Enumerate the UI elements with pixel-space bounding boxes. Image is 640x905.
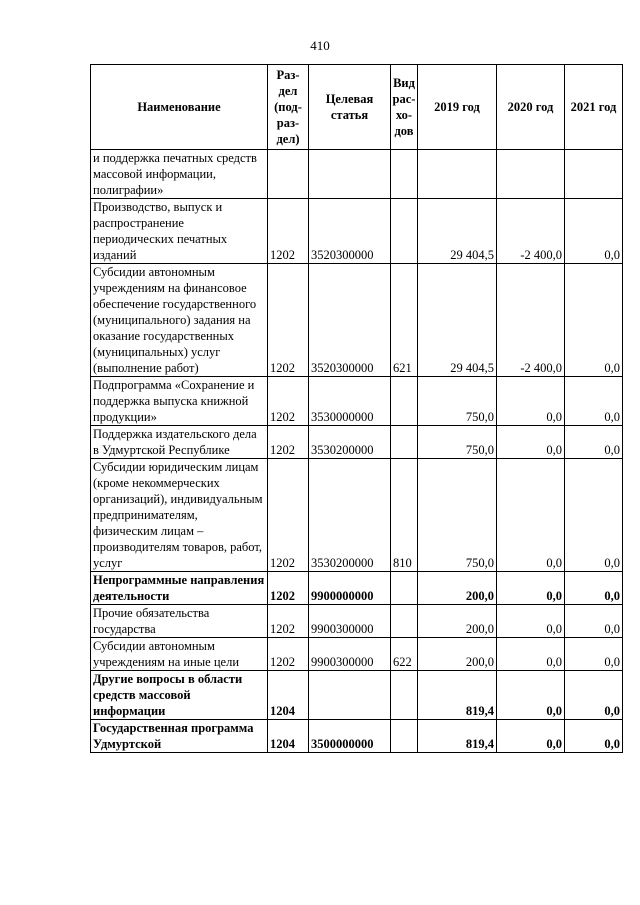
- row-expense-cell: 621: [391, 264, 418, 377]
- row-article-cell: 3530200000: [309, 426, 391, 459]
- row-2019-cell: 200,0: [418, 638, 497, 671]
- row-expense-cell: [391, 426, 418, 459]
- row-section-cell: 1204: [268, 671, 309, 720]
- table-row: [91, 605, 623, 638]
- table-body: [91, 150, 623, 753]
- table-row: [91, 720, 623, 753]
- row-2021-cell: 0,0: [565, 720, 623, 753]
- row-section-cell: 1202: [268, 264, 309, 377]
- row-expense-cell: [391, 199, 418, 264]
- row-article-cell: [309, 671, 391, 720]
- row-name-cell: Субсидии автономным учреждениям на иные цели: [91, 638, 268, 671]
- row-2019-cell: 750,0: [418, 377, 497, 426]
- row-2021-cell: 0,0: [565, 377, 623, 426]
- row-article-cell: [309, 150, 391, 199]
- row-section-cell: 1202: [268, 426, 309, 459]
- row-2020-cell: 0,0: [497, 426, 565, 459]
- table-row: [91, 377, 623, 426]
- row-2019-cell: [418, 150, 497, 199]
- header-expense: Вид рас- хо- дов: [391, 65, 418, 150]
- table-row: [91, 426, 623, 459]
- row-2019-cell: 29 404,5: [418, 264, 497, 377]
- table-row: [91, 572, 623, 605]
- row-2021-cell: 0,0: [565, 572, 623, 605]
- row-expense-cell: [391, 720, 418, 753]
- row-section-cell: 1202: [268, 377, 309, 426]
- row-name-cell: Производство, выпуск и распространение периодических печатных изданий: [91, 199, 268, 264]
- table-row: [91, 150, 623, 199]
- header-article: Целевая статья: [309, 65, 391, 150]
- row-article-cell: 9900000000: [309, 572, 391, 605]
- header-2020: 2020 год: [497, 65, 565, 150]
- row-section-cell: 1202: [268, 638, 309, 671]
- row-2019-cell: 29 404,5: [418, 199, 497, 264]
- row-2020-cell: 0,0: [497, 377, 565, 426]
- row-name-cell: Субсидии автономным учреждениям на финансовое обеспечение государственного (муниципального) задания на оказание государственных (муниципальных) услуг (выполнение работ): [91, 264, 268, 377]
- row-2021-cell: 0,0: [565, 264, 623, 377]
- row-article-cell: 3520300000: [309, 264, 391, 377]
- row-section-cell: 1202: [268, 572, 309, 605]
- row-2020-cell: 0,0: [497, 671, 565, 720]
- row-section-cell: 1204: [268, 720, 309, 753]
- row-expense-cell: [391, 377, 418, 426]
- table-row: [91, 638, 623, 671]
- row-2021-cell: 0,0: [565, 671, 623, 720]
- header-section: Раз- дел (под- раз- дел): [268, 65, 309, 150]
- row-expense-cell: 622: [391, 638, 418, 671]
- row-2019-cell: 200,0: [418, 572, 497, 605]
- row-name-cell: Поддержка издательского дела в Удмуртской Республике: [91, 426, 268, 459]
- row-2019-cell: 819,4: [418, 671, 497, 720]
- row-2021-cell: [565, 150, 623, 199]
- row-article-cell: 3500000000: [309, 720, 391, 753]
- row-2020-cell: 0,0: [497, 572, 565, 605]
- row-expense-cell: 810: [391, 459, 418, 572]
- table-row: [91, 264, 623, 377]
- row-name-cell: Другие вопросы в области средств массовой информации: [91, 671, 268, 720]
- row-name-cell: Субсидии юридическим лицам (кроме некоммерческих организаций), индивидуальным предпринимателям, физическим лицам – производителям товаров, работ, услуг: [91, 459, 268, 572]
- row-2020-cell: -2 400,0: [497, 264, 565, 377]
- row-name-cell: и поддержка печатных средств массовой информации, полиграфии»: [91, 150, 268, 199]
- header-2021: 2021 год: [565, 65, 623, 150]
- row-2020-cell: [497, 150, 565, 199]
- row-2019-cell: 750,0: [418, 459, 497, 572]
- row-name-cell: Непрограммные направления деятельности: [91, 572, 268, 605]
- row-expense-cell: [391, 150, 418, 199]
- row-name-cell: Подпрограмма «Сохранение и поддержка выпуска книжной продукции»: [91, 377, 268, 426]
- budget-table: [90, 64, 623, 753]
- header-name: Наименование: [91, 65, 268, 150]
- row-section-cell: [268, 150, 309, 199]
- row-2019-cell: 200,0: [418, 605, 497, 638]
- row-name-cell: Прочие обязательства государства: [91, 605, 268, 638]
- table-row: [91, 671, 623, 720]
- row-section-cell: 1202: [268, 199, 309, 264]
- row-2021-cell: 0,0: [565, 199, 623, 264]
- row-2020-cell: 0,0: [497, 605, 565, 638]
- row-expense-cell: [391, 605, 418, 638]
- table-row: [91, 199, 623, 264]
- row-2020-cell: 0,0: [497, 638, 565, 671]
- row-section-cell: 1202: [268, 605, 309, 638]
- row-article-cell: 9900300000: [309, 638, 391, 671]
- row-section-cell: 1202: [268, 459, 309, 572]
- row-article-cell: 3530200000: [309, 459, 391, 572]
- row-2021-cell: 0,0: [565, 426, 623, 459]
- row-article-cell: 9900300000: [309, 605, 391, 638]
- row-2020-cell: 0,0: [497, 720, 565, 753]
- row-2021-cell: 0,0: [565, 605, 623, 638]
- table-header-row: [91, 65, 623, 150]
- row-article-cell: 3530000000: [309, 377, 391, 426]
- row-expense-cell: [391, 671, 418, 720]
- row-2019-cell: 750,0: [418, 426, 497, 459]
- row-2020-cell: -2 400,0: [497, 199, 565, 264]
- row-expense-cell: [391, 572, 418, 605]
- row-2021-cell: 0,0: [565, 459, 623, 572]
- table-row: [91, 459, 623, 572]
- header-2019: 2019 год: [418, 65, 497, 150]
- row-2019-cell: 819,4: [418, 720, 497, 753]
- row-name-cell: Государственная программа Удмуртской: [91, 720, 268, 753]
- row-article-cell: 3520300000: [309, 199, 391, 264]
- row-2020-cell: 0,0: [497, 459, 565, 572]
- row-2021-cell: 0,0: [565, 638, 623, 671]
- page-number: 410: [310, 38, 330, 53]
